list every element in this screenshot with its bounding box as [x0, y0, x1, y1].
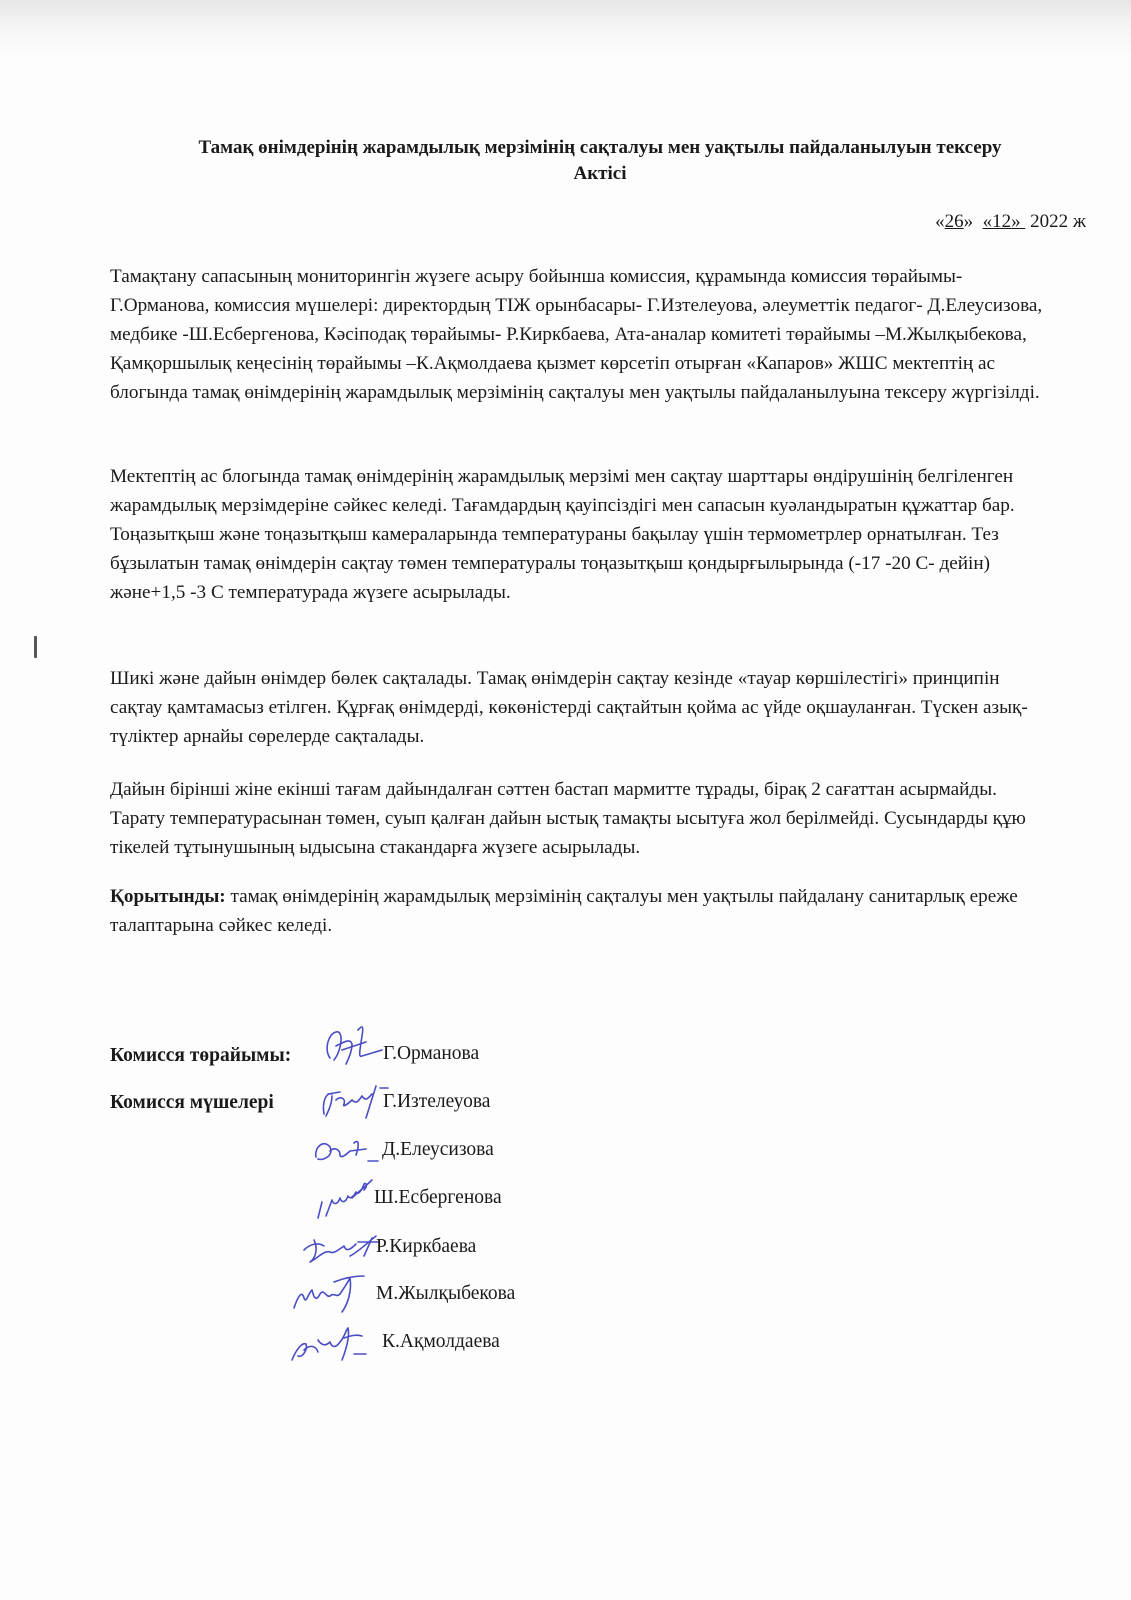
chair-name: Г.Орманова	[383, 1043, 480, 1064]
paragraph-commission: Тамақтану сапасының мониторингін жүзеге асыру бойынша комиссия, құрамында комиссия төрайымы- Г.Орманова, комиссия мүшелері: директордың ТІЖ орынбасары- Г.Изтелеуова, әлеуметтік педагог- Д.Елеусизова, медбике -Ш.Есбергенова, Кәсіподақ төрайымы- Р.Киркбаева, Ата-аналар комитеті төрайымы –М.Жылқыбекова, Қамқоршылық кеңесінің төрайымы –К.Ақмолдаева қызмет көрсетіп отырған «Капаров» ЖШС мектептің ас блогында тамақ өнімдерінің жарамдылық мерзімінің сақталуы мен уақтылы пайдаланылуына тексеру жүргізілді.	[110, 266, 1043, 403]
member-signature-6-icon	[288, 1320, 370, 1366]
member-signature-1-icon	[318, 1082, 390, 1122]
paragraph-storage: Мектептің ас блогында тамақ өнімдерінің жарамдылық мерзімі мен сақтау шарттары өндірушінің белгіленген жарамдылық мерзімдеріне сәйкес келеді. Тағамдардың қауіпсіздігі мен сапасын куәландыратын құжаттар бар. Тоңазытқыш және тоңазытқыш камераларында температураны бақылау үшін термометрлер орнатылған. Тез бұзылатын тамақ өнімдерін сақтау төмен температуралы тоңазытқыш қондырғылырында (-17 -20 С- дейін) және+1,5 -3 С температурада жүзеге асырылады.	[110, 466, 1015, 603]
document-subtitle: Актісі	[573, 163, 627, 184]
date-day: 26	[944, 211, 964, 232]
member-signature-2-icon	[310, 1133, 380, 1169]
chair-signature-icon	[322, 1020, 392, 1070]
member-name-4: Р.Киркбаева	[376, 1236, 477, 1257]
member-signature-3-icon	[312, 1174, 374, 1224]
members-label: Комисся мүшелері	[110, 1092, 274, 1113]
member-name-1: Г.Изтелеуова	[383, 1091, 491, 1112]
member-name-2: Д.Елеусизова	[382, 1139, 494, 1160]
chair-label: Комисся төрайымы:	[110, 1045, 292, 1066]
paragraph-separation: Шикі және дайын өнімдер бөлек сақталады. Тамақ өнімдерін сақтау кезінде «тауар көршілестігі» принципін сақтау қамтамасыз етілген. Құрғақ өнімдерді, көкөністерді сақтайтын қойма ас үйде оқшауланған. Түскен азық-түліктер арнайы сөрелерде сақталады.	[110, 668, 1028, 747]
date-year: 2022 ж	[1030, 211, 1086, 232]
member-name-5: М.Жылқыбекова	[376, 1283, 516, 1304]
member-signature-4-icon	[300, 1228, 382, 1268]
member-name-3: Ш.Есбергенова	[374, 1187, 502, 1208]
member-signature-5-icon	[290, 1268, 370, 1316]
scan-shadow	[0, 0, 1131, 60]
conclusion-text: тамақ өнімдерінің жарамдылық мерзімінің сақталуы мен уақтылы пайдалану санитарлық ереже талаптарына сәйкес келеді.	[110, 886, 1018, 936]
document-date: «26» «12» 2022 ж	[935, 211, 1086, 232]
member-name-6: К.Ақмолдаева	[382, 1331, 500, 1352]
paragraph-serving: Дайын бірінші жіне екінші тағам дайындалған сәттен бастап мармитте тұрады, бірақ 2 сағаттан асырмайды. Тарату температурасынан төмен, суып қалған дайын ыстық тамақты ысытуға жол берілмейді. Сусындарды құю тікелей тұтынушының ыдысына стакандарға жүзеге асырылады.	[110, 779, 1026, 858]
conclusion-label: Қорытынды:	[110, 886, 226, 907]
date-month: 12	[992, 211, 1012, 232]
paragraph-conclusion	[110, 882, 1050, 940]
scan-mark	[34, 636, 37, 658]
document-title: Тамақ өнімдерінің жарамдылық мерзімінің сақталуы мен уақтылы пайдаланылуын тексеру	[198, 137, 1002, 158]
